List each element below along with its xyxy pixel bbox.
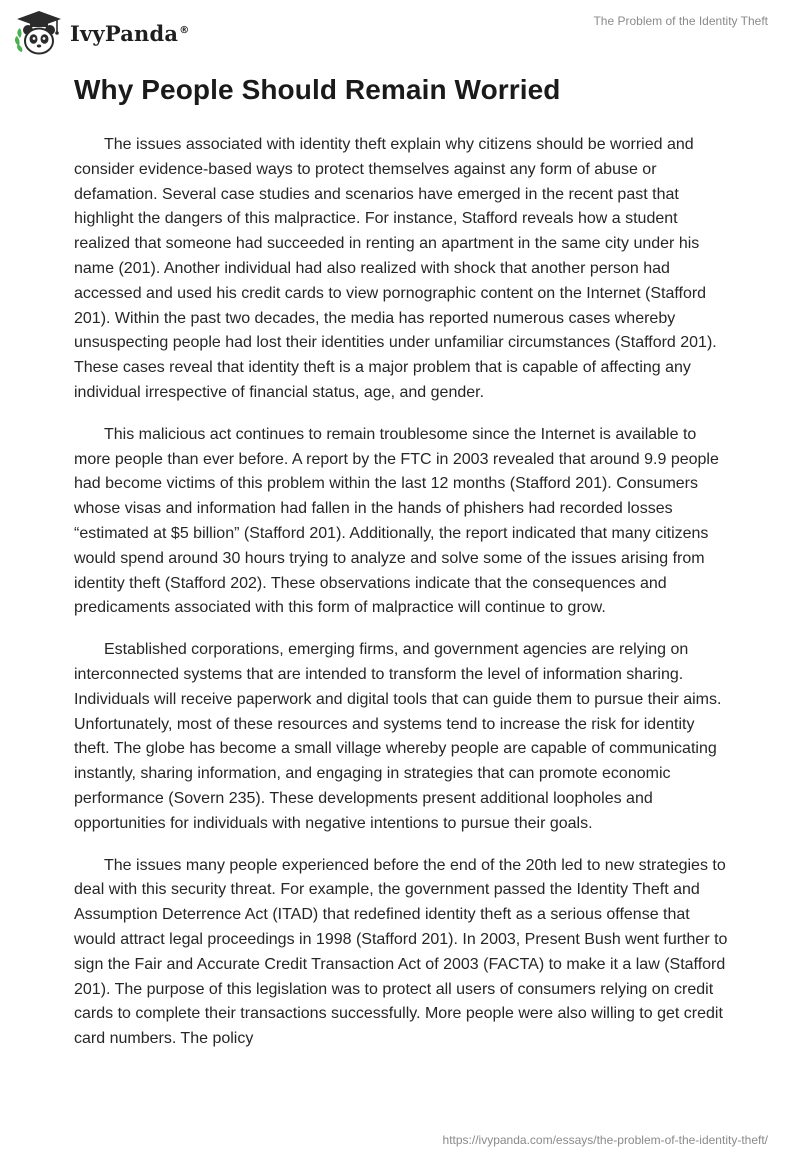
section-heading: Why People Should Remain Worried bbox=[74, 74, 561, 105]
article-body bbox=[74, 133, 730, 1069]
source-url[interactable]: https://ivypanda.com/essays/the-problem-of-the-identity-theft/ bbox=[442, 1133, 768, 1147]
brand-name: IvyPanda® bbox=[70, 20, 190, 46]
paragraph: This malicious act continues to remain troublesome since the Internet is available to more people than ever before. A report by the FTC in 2003 revealed that around 9.9 people had become victims of this problem within the last 12 months (Stafford 201). Consumers whose visas and information had fallen in the hands of phishers had recorded losses “estimated at $5 billion” (Stafford 201). Additionally, the report indicated that many citizens would spend around 30 hours trying to analyze and solve some of the issues arising from identity theft (Stafford 202). These observations indicate that the consequences and predicaments associated with this form of malpractice will continue to grow. bbox=[74, 425, 719, 617]
paragraph: The issues associated with identity theft explain why citizens should be worried and consider evidence-based ways to protect themselves against any form of abuse or defamation. Several case studies and scenarios have emerged in the recent past that highlight the dangers of this malpractice. For instance, Stafford reveals how a student realized that someone had succeeded in renting an apartment in the same city under his name (201). Another individual had also realized with shock that another person had accessed and used his credit cards to view pornographic content on the Internet (Stafford 201). Within the past two decades, the media has reported numerous cases whereby unsuspecting people had lost their identities under unfamiliar circumstances (Stafford 201). These cases reveal that identity theft is a major problem that is capable of affecting any individual irrespective of financial status, age, and gender. bbox=[74, 136, 717, 401]
paragraph: Established corporations, emerging firms, and government agencies are relying on interconnected systems that are intended to transform the level of information sharing. Individuals will receive paperwork and digital tools that can guide them to pursue their aims. Unfortunately, most of these resources and systems tend to increase the risk for identity theft. The globe has become a small village whereby people are capable of communicating instantly, sharing information, and engaging in strategies that can promote economic performance (Sovern 235). These developments present additional loopholes and opportunities for individuals with negative intentions to pursue their goals. bbox=[74, 641, 722, 832]
panda-graduate-icon bbox=[14, 8, 64, 58]
document-title: The Problem of the Identity Theft bbox=[593, 14, 768, 28]
registered-mark: ® bbox=[179, 24, 190, 36]
page-header bbox=[0, 0, 800, 70]
paragraph: The issues many people experienced before the end of the 20th led to new strategies to deal with this security threat. For example, the government passed the Identity Theft and Assumption Deterrence Act (ITAD) that redefined identity theft as a serious offense that would attract legal proceedings in 1998 (Stafford 201). In 2003, Present Bush went further to sign the Fair and Accurate Credit Transaction Act of 2003 (FACTA) to make it a law (Stafford 201). The purpose of this legislation was to protect all users of consumers relying on credit cards to complete their transactions successfully. More people were also willing to get credit card numbers. The policy bbox=[74, 856, 728, 1048]
brand-logo[interactable] bbox=[14, 8, 189, 58]
